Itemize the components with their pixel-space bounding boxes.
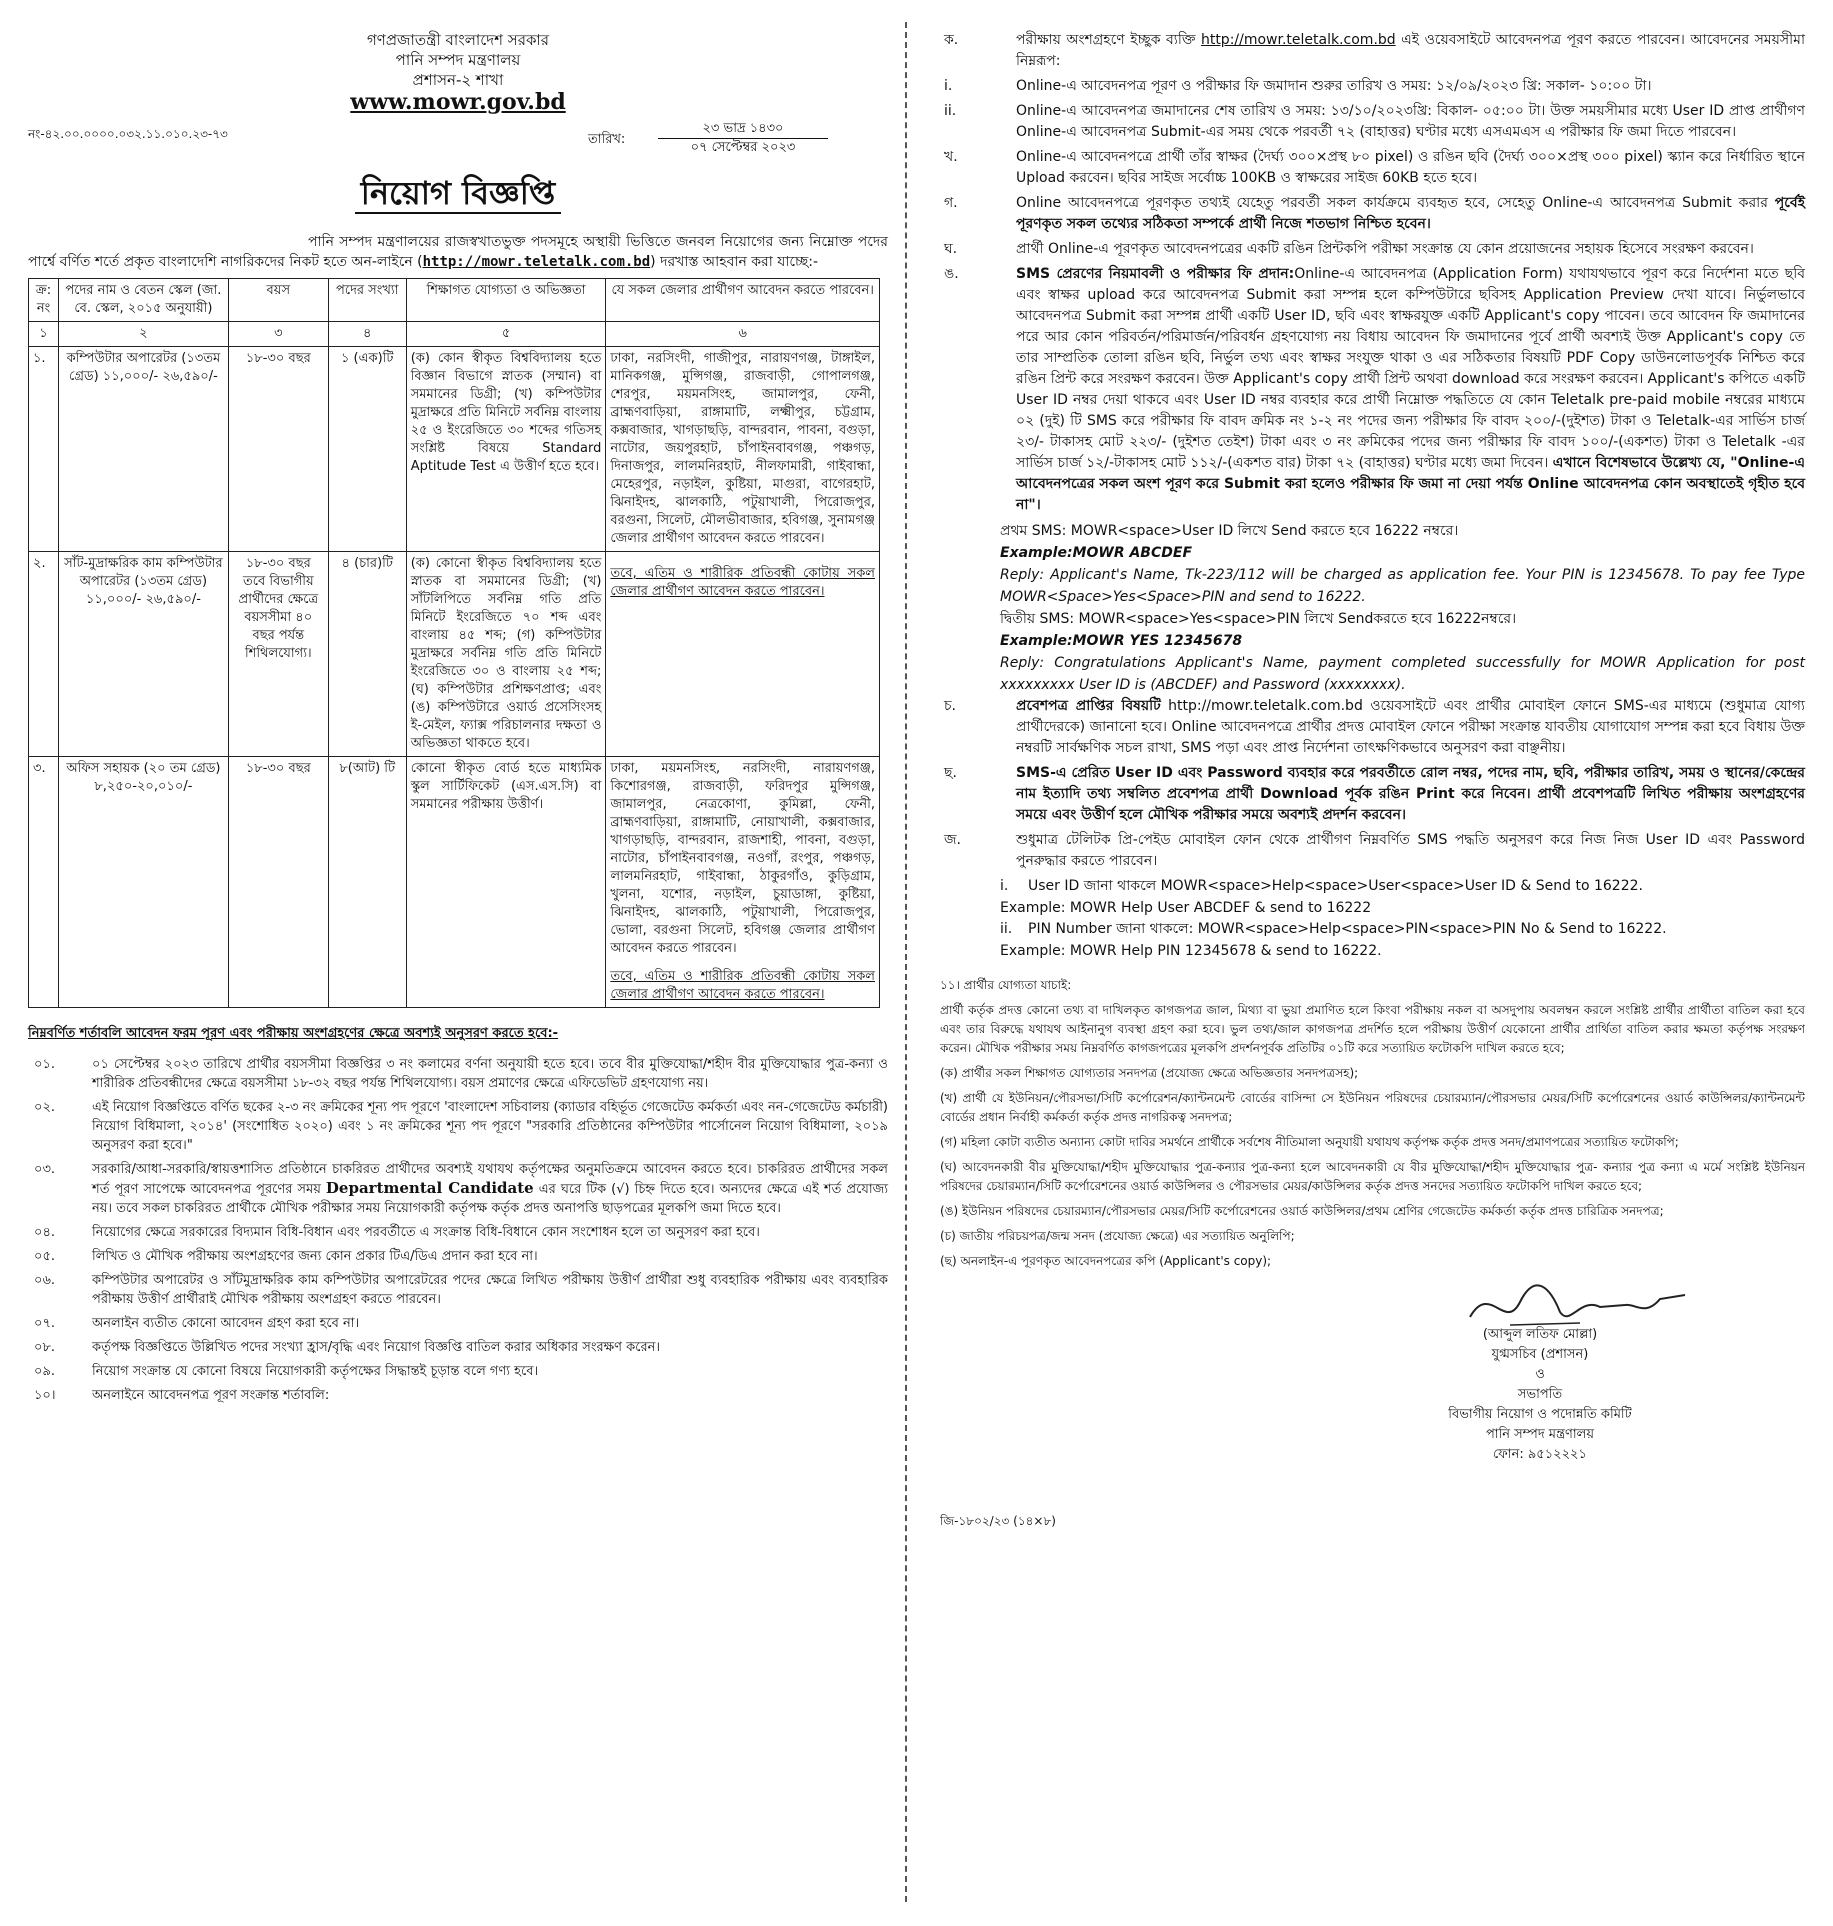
teletalk-link[interactable]: http://mowr.teletalk.com.bd <box>1200 32 1396 48</box>
age-cell: ১৮-৩০ বছর <box>228 347 328 552</box>
column-divider <box>905 22 907 1902</box>
signatory-role: সভাপতি <box>1517 1387 1563 1402</box>
condition-item: ০৪. নিয়োগের ক্ষেত্রে সরকারের বিদ্যমান বিধি-বিধান এবং পরবর্তীতে এ সংক্রান্ত বিধি-বিধানে কোন সংশোধন হলে তা অনুসরণ করা হবে। <box>34 1225 760 1240</box>
ministry-line: পানি সম্পদ মন্ত্রণালয় <box>395 51 521 69</box>
sms-example-1: Example:MOWR ABCDEF <box>1000 545 1193 561</box>
serial-cell: ১. <box>29 347 59 552</box>
signatory-phone: ফোন: ৯৫১২২২১ <box>1493 1447 1587 1462</box>
signatory-details <box>1360 1325 1720 1465</box>
count-cell: ৮(আট) টি <box>328 757 406 1008</box>
section-11-paragraph: প্রার্থী কর্তৃক প্রদত্ত কোনো তথ্য বা দাখিলকৃত কাগজপত্র জাল, মিথ্যা বা ভুয়া প্রমাণিত হলে কিংবা পরীক্ষায় নকল বা অসদুপায় অবলম্বন করলে সংশ্লিষ্ট প্রার্থীর প্রার্থীতা বাতিল করা হবে এবং তার বিরুদ্ধে যথাযথ আইনানুগ ব্যবস্থা গ্রহণ করা হবে। ভুল তথ্য/জাল কাগজপত্র প্রদর্শিত হলে পরীক্ষায় উত্তীর্ণ যেকোনো প্রার্থীর প্রার্থিতা বাতিল করার ক্ষমতা কর্তৃপক্ষ সংরক্ষণ করেন। মৌখিক পরীক্ষার সময় নিম্নবর্ণিত কাগজপত্রের মূলকপি প্রদর্শনপূর্বক প্রতিটির ০১টি করে সত্যায়িত ফটোকপি দাখিল করতে হবে; <box>940 1003 1805 1055</box>
instruction-cha: চ. প্রবেশপত্র প্রাপ্তির বিষয়টি http://mowr.teletalk.com.bd ওয়েবসাইটে এবং প্রার্থীর মোবাইল ফোনে SMS-এর মাধ্যমে (শুধুমাত্র যোগ্য প্রার্থীদেরকে) জানানো হবে। Online আবেদনপত্রে প্রার্থীর প্রদত্ত মোবাইল ফোনে পরীক্ষা সংক্রান্ত যাবতীয় যোগাযোগ সম্পন্ন করা হবে বিধায় উক্ত নম্বরটি সার্বক্ষণিক সচল রাখা, SMS পড়া এবং প্রাপ্ত নির্দেশনা তাৎক্ষণিকভাবে অনুসরণ করা বাঞ্ছনীয়। <box>944 698 1805 756</box>
column-number: ৪ <box>328 322 406 347</box>
print-code: জি-১৮০২/২৩ (১৪×৮) <box>940 1514 1056 1528</box>
column-number: ২ <box>58 322 228 347</box>
instruction-ka: ক. পরীক্ষায় অংশগ্রহণে ইচ্ছুক ব্যক্তি http://mowr.teletalk.com.bd এই ওয়েবসাইটে আবেদনপত্র পূরণ করতে পারবেন। আবেদনের সময়সীমা নিম্নরূপ: <box>944 32 1806 69</box>
sms-first: প্রথম SMS: MOWR<space>User ID লিখে Send করতে হবে 16222 নম্বরে। <box>1000 523 1459 539</box>
document-item: (ছ) অনলাইন-এ পূরণকৃত আবেদনপত্রের কপি (Applicant's copy); <box>940 1254 1272 1268</box>
date-english: ০৭ সেপ্টেম্বর ২০২৩ <box>690 140 796 155</box>
sms-example-2: Example:MOWR YES 12345678 <box>1000 633 1243 649</box>
recovery-example-2: Example: MOWR Help PIN 12345678 & send to 16222. <box>1000 943 1382 959</box>
table-row <box>29 552 880 757</box>
condition-item: ০৭. অনলাইন ব্যতীত কোনো আবেদন গ্রহণ করা হবে না। <box>34 1316 360 1331</box>
right-column <box>940 30 1805 1537</box>
instruction-i: i. Online-এ আবেদনপত্র পূরণ ও পরীক্ষার ফি জমাদান শুরুর তারিখ ও সময়: ১২/০৯/২০২৩ খ্রি: সকাল- ১০:০০ টা। <box>944 78 1652 94</box>
recovery-example-1: Example: MOWR Help User ABCDEF & send to 16222 <box>1000 900 1372 916</box>
recovery-pin: ii. PIN Number জানা থাকলে: MOWR<space>Help<space>PIN<space>PIN No & Send to 16222. <box>1000 921 1667 937</box>
document-item: (ঙ) ইউনিয়ন পরিষদের চেয়ারম্যান/পৌরসভার মেয়র/সিটি কর্পোরেশনের ওয়ার্ড কাউন্সিলর/প্রথম শ্রেণির গেজেটেড কর্মকর্তা কর্তৃক প্রদত্ত চারিত্রিক সনদপত্র; <box>940 1204 1664 1218</box>
post-cell: অফিস সহায়ক (২০ তম গ্রেড) ৮,২৫০-২০,০১০/- <box>58 757 228 1008</box>
header-cell: যে সকল জেলার প্রার্থীগণ আবেদন করতে পারবেন। <box>606 279 880 322</box>
table-header-row <box>29 279 880 322</box>
post-cell: কম্পিউটার অপারেটর (১৩তম গ্রেড) ১১,০০০/- ২৬,৫৯০/- <box>58 347 228 552</box>
letterhead <box>28 30 888 115</box>
header-cell: শিক্ষাগত যোগ্যতা ও অভিজ্ঞতা <box>406 279 606 322</box>
serial-cell: ২. <box>29 552 59 757</box>
departmental-candidate-term: Departmental Candidate <box>325 1179 534 1197</box>
qualification-cell: কোনো স্বীকৃত বোর্ড হতে মাধ্যমিক স্কুল সার্টিফিকেট (এস.এস.সি) বা সমমানের পরীক্ষায় উত্তীর্ণ। <box>406 757 606 1008</box>
serial-cell: ৩. <box>29 757 59 1008</box>
signatory-name: (আব্দুল লতিফ মোল্লা) <box>1482 1327 1598 1342</box>
govt-line: গণপ্রজাতন্ত্রী বাংলাদেশ সরকার <box>366 31 550 49</box>
condition-item: ০৬. কম্পিউটার অপারেটর ও সাঁটমুদ্রাক্ষরিক কাম কম্পিউটার অপারেটরের পদের ক্ষেত্রে লিখিত পরীক্ষায় উত্তীর্ণ প্রার্থীরা শুধু ব্যবহারিক পরীক্ষায় এবং ব্যবহারিক পরীক্ষায় উত্তীর্ণ প্রার্থীরাই মৌখিক পরীক্ষায় অংশগ্রহণ করতে পারবেন। <box>34 1273 888 1307</box>
signatory-designation: যুগ্মসচিব (প্রশাসন) <box>1491 1347 1589 1362</box>
districts-text: ঢাকা, ময়মনসিংহ, নরসিংদী, নারায়ণগঞ্জ, কিশোরগঞ্জ, রাজবাড়ী, ফরিদপুর মুন্সিগঞ্জ, জামালপুর, নেত্রকোণা, কুমিল্লা, ফেনী, ব্রাহ্মণবাড়িয়া, রাঙ্গামাটি, নোয়াখালী, কক্সবাজার, খাগড়াছড়ি, বান্দরবান, রাজশাহী, পাবনা, বগুড়া, নাটোর, চাঁপাইনবাবগঞ্জ, নওগাঁ, রংপুর, পঞ্চগড়, লালমনিরহাট, গাইবান্ধা, ঠাকুরগাঁও, কুড়িগ্রাম, খুলনা, যশোর, নড়াইল, চুয়াডাঙ্গা, কুষ্টিয়া, ঝিনাইদহ, ঝালকাঠি, পটুয়াখালী, পিরোজপুর, ভোলা, বরগুনা সিলেট, হবিগঞ্জ জেলার প্রার্থীগণ আবেদন করতে পারবেন। <box>610 761 875 956</box>
qualification-cell: (ক) কোনো স্বীকৃত বিশ্ববিদ্যালয় হতে স্নাতক বা সমমানের ডিগ্রী; (খ) সাঁটলিপিতে সর্বনিম্ন গতি প্রতি মিনিটে ইংরেজিতে ৭০ শব্দ এবং বাংলায় ৪৫ শব্দ; (গ) কম্পিউটার মুদ্রাক্ষরে সর্বনিম্ন গতি প্রতি মিনিটে ইংরেজিতে ৩০ ও বাংলায় ২৫ শব্দ; (ঘ) কম্পিউটার প্রশিক্ষণপ্রাপ্ত; এবং (ঙ) কম্পিউটারে ওয়ার্ড প্রসেসিংসহ ই-মেইল, ফ্যাক্স পরিচালনার দক্ষতা ও অভিজ্ঞতা থাকতে হবে। <box>406 552 606 757</box>
instruction-ga: গ. Online আবেদনপত্রে পূরণকৃত তথ্যই যেহেতু পরবর্তী সকল কার্যক্রমে ব্যবহৃত হবে, সেহেতু Online-এ আবেদনপত্র Submit করার পূর্বেই পূরণকৃত সকল তথ্যের সঠিকতা সম্পর্কে প্রার্থী নিজে শতভাগ নিশ্চিত হবেন। <box>944 195 1805 232</box>
column-number: ৬ <box>606 322 880 347</box>
signature-block <box>940 1277 1805 1537</box>
signatory-ministry: পানি সম্পদ মন্ত্রণালয় <box>1485 1427 1595 1442</box>
document-item: (খ) প্রার্থী যে ইউনিয়ন/পৌরসভা/সিটি কর্পোরেশন/ক্যান্টনমেন্ট বোর্ডের বাসিন্দা সে ইউনিয়ন পরিষদের চেয়ারম্যান/পৌরসভার মেয়র/সিটি কর্পোরেশনের ওয়ার্ড কাউন্সিলর/ক্যান্টনমেন্ট বোর্ডের প্রধান নির্বাহী কর্মকর্তা কর্তৃক প্রদত্ত নাগরিকত্ব সনদপত্র; <box>940 1091 1805 1124</box>
document-item: (গ) মহিলা কোটা ব্যতীত অন্যান্য কোটা দাবির সমর্থনে প্রার্থীকে সর্বশেষ নীতিমালা অনুযায়ী যথাযথ কর্তৃপক্ষ কর্তৃক প্রদত্ত সনদ/প্রমাণপত্রের সত্যায়িত ফটোকপি; <box>940 1135 1679 1149</box>
apply-url-link[interactable]: http://mowr.teletalk.com.bd <box>422 254 651 270</box>
condition-item: ১০। অনলাইনে আবেদনপত্র পূরণ সংক্রান্ত শর্তাবলি: <box>34 1388 330 1403</box>
section-11-heading: ১১। প্রার্থীর যোগ্যতা যাচাই: <box>940 978 1072 992</box>
condition-item: ০১. ০১ সেপ্টেম্বর ২০২৩ তারিখে প্রার্থীর বয়সসীমা বিজ্ঞপ্তির ৩ নং কলামের বর্ণনা অনুযায়ী হতে হবে। তবে বীর মুক্তিযোদ্ধা/শহীদ বীর মুক্তিযোদ্ধার পুত্র-কন্যা ও শারীরিক প্রতিবন্ধীদের ক্ষেত্রে বয়সসীমা ১৮-৩২ বছর পর্যন্ত শিথিলযোগ্য। বয়স প্রমাণের ক্ষেত্রে এফিডেভিট গ্রহণযোগ্য নয়। <box>34 1057 888 1091</box>
condition-item: ০৯. নিয়োগ সংক্রান্ত যে কোনো বিষয়ে নিয়োগকারী কর্তৃপক্ষের সিদ্ধান্তই চূড়ান্ত বলে গণ্য হবে। <box>34 1364 539 1379</box>
column-number: ৫ <box>406 322 606 347</box>
date-label: তারিখ: <box>588 132 626 147</box>
memo-number: নং-৪২.০০.০০০০.০৩২.১১.০১০.২৩-৭৩ <box>28 127 228 141</box>
notice-title: নিয়োগ বিজ্ঞপ্তি <box>28 168 888 222</box>
condition-item: ০৮. কর্তৃপক্ষ বিজ্ঞপ্তিতে উল্লিখিত পদের সংখ্যা হ্রাস/বৃদ্ধি এবং নিয়োগ বিজ্ঞপ্তি বাতিল করার অধিকার সংরক্ষণ করেন। <box>34 1340 661 1355</box>
count-cell: ১ (এক)টি <box>328 347 406 552</box>
districts-cell <box>606 552 880 757</box>
signatory-and: ও <box>1535 1367 1545 1382</box>
districts-cell <box>606 347 880 552</box>
date-block <box>658 120 828 157</box>
sms-reply-1: Reply: Applicant's Name, Tk-223/112 will be charged as application fee. Your PIN is 12345678. To pay fee Type MOWR<Space>Yes<Space>PIN and send to 16222. <box>1000 567 1805 605</box>
date-bangla: ২৩ ভাদ্র ১৪৩০ <box>658 120 828 139</box>
post-cell: সাঁট-মুদ্রাক্ষরিক কাম কম্পিউটার অপারেটর (১৩তম গ্রেড) ১১,০০০/- ২৬,৫৯০/- <box>58 552 228 757</box>
quota-note: তবে, এতিম ও শারীরিক প্রতিবন্ধী কোটায় সকল জেলার প্রার্থীগণ আবেদন করতে পারবেন। <box>610 969 875 1002</box>
instruction-chha: ছ. SMS-এ প্রেরিত User ID এবং Password ব্যবহার করে পরবর্তীতে রোল নম্বর, পদের নাম, ছবি, পরীক্ষার তারিখ, সময় ও স্থানের/কেন্দ্রের নাম ইত্যাদি তথ্য সম্বলিত প্রবেশপত্র প্রার্থী Download পূর্বক রঙিন Print করে নিবেন। প্রার্থী প্রবেশপত্রটি লিখিত পরীক্ষায় অংশগ্রহণের সময়ে এবং উত্তীর্ণ হলে মৌখিক পরীক্ষার সময়ে অবশ্যই প্রদর্শন করবেন। <box>944 765 1805 823</box>
condition-item: ০৩. সরকারি/আধা-সরকারি/স্বায়ত্তশাসিত প্রতিষ্ঠানে চাকরিরত প্রার্থীদের অবশ্যই যথাযথ কর্তৃপক্ষের অনুমতিক্রমে আবেদন করতে হবে। চাকরিরত প্রার্থীদের সকল শর্ত পূরণ সাপেক্ষে আবেদনপত্র পূরণের সময় Departmental Candidate এর ঘরে টিক (√) চিহ্ন দিতে হবে। অন্যদের ক্ষেত্রে এই শর্ত প্রযোজ্য নয়। তবে সকল চাকরিরত প্রার্থীকে মৌখিক পরীক্ষার সময় নিয়োগকারী কর্তৃপক্ষ কর্তৃক প্রদত্ত অনাপত্তি ছাড়পত্রের মূলকপি জমা দিতে হবে। <box>34 1162 888 1216</box>
header-cell: পদের নাম ও বেতন স্কেল (জা. বে. স্কেল, ২০১৫ অনুযায়ী) <box>58 279 228 322</box>
document-item: (চ) জাতীয় পরিচয়পত্র/জন্ম সনদ (প্রযোজ্য ক্ষেত্রে) এর সত্যায়িত অনুলিপি; <box>940 1229 1295 1243</box>
header-cell: পদের সংখ্যা <box>328 279 406 322</box>
condition-item: ০৫. লিখিত ও মৌখিক পরীক্ষায় অংশগ্রহণের জন্য কোন প্রকার টিএ/ডিএ প্রদান করা হবে না। <box>34 1249 538 1264</box>
count-cell: ৪ (চার)টি <box>328 552 406 757</box>
condition-item: ০২. এই নিয়োগ বিজ্ঞপ্তিতে বর্ণিত ছকের ২-৩ নং ক্রমিকের শূন্য পদ পূরণে 'বাংলাদেশ সচিবালয় (ক্যাডার বহির্ভূত গেজেটেড কর্মকর্তা এবং নন-গেজেটেড কর্মচারী) নিয়োগ বিধিমালা, ২০১৪' (সংশোধিত ২০২০) এবং ১ নং ক্রমিকের শূন্য পদ পূরণে "সরকারি প্রতিষ্ঠানের কম্পিউটার পার্সোনেল নিয়োগ বিধিমালা, ২০১৯ অনুসরণ করা হবে।" <box>34 1100 888 1153</box>
age-cell: ১৮-৩০ বছর তবে বিভাগীয় প্রার্থীদের ক্ষেত্রে বয়সসীমা ৪০ বছর পর্যন্ত শিথিলযোগ্য। <box>228 552 328 757</box>
sms-reply-2: Reply: Congratulations Applicant's Name, payment completed successfully for MOWR Application for post xxxxxxxxx User ID is (ABCDEF) and Password (xxxxxxxx). <box>1000 655 1805 693</box>
recovery-user-id: i. User ID জানা থাকলে MOWR<space>Help<space>User<space>User ID & Send to 16222. <box>1000 878 1643 894</box>
header-cell: বয়স <box>228 279 328 322</box>
qualification-cell: (ক) কোন স্বীকৃত বিশ্ববিদ্যালয় হতে বিজ্ঞান বিভাগে স্নাতক (সম্মান) বা সমমানের ডিগ্রী; (খ) কম্পিউটার মুদ্রাক্ষরে প্রতি মিনিটে সর্বনিম্ন বাংলায় ২৫ ও ইংরেজিতে ৩০ শব্দের গতিসহ সংশ্লিষ্ট বিষয়ে Standard Aptitude Test এ উত্তীর্ণ হতে হবে। <box>406 347 606 552</box>
intro-paragraph: পানি সম্পদ মন্ত্রণালয়ের রাজস্বখাতভুক্ত পদসমূহে অস্থায়ী ভিত্তিতে জনবল নিয়োগের জন্য নিম্নোক্ত পদের পার্শ্বে বর্ণিত শর্তে প্রকৃত বাংলাদেশি নাগরিকদের নিকট হতে অন-লাইনে (http://mowr.teletalk.com.bd) দরখাস্ত আহবান করা যাচ্ছে:- <box>28 234 888 270</box>
instruction-kha: খ. Online-এ আবেদনপত্রে প্রার্থী তাঁর স্বাক্ষর (দৈর্ঘ্য ৩০০×প্রস্থ ৮০ pixel) ও রঙিন ছবি (দৈর্ঘ্য ৩০০×প্রস্থ ৩০০ pixel) স্ক্যান করে নির্ধারিত স্থানে Upload করবেন। ছবির সাইজ সর্বোচ্চ 100KB ও স্বাক্ষরের সাইজ 60KB হতে হবে। <box>944 149 1805 186</box>
memo-row <box>28 120 888 164</box>
document-item: (ক) প্রার্থীর সকল শিক্ষাগত যোগ্যতার সনদপত্র (প্রযোজ্য ক্ষেত্রে অভিজ্ঞতার সনদপত্রসহ); <box>940 1066 1359 1080</box>
column-number-row <box>29 322 880 347</box>
quota-note: তবে, এতিম ও শারীরিক প্রতিবন্ধী কোটায় সকল জেলার প্রার্থীগণ আবেদন করতে পারবেন। <box>610 566 875 599</box>
instruction-ii: ii. Online-এ আবেদনপত্র জমাদানের শেষ তারিখ ও সময়: ১৩/১০/২০২৩খ্রি: বিকাল- ০৫:০০ টা। উক্ত সময়সীমার মধ্যে User ID প্রাপ্ত প্রার্থীগণ Online-এ আবেদনপত্র Submit-এর সময় থেকে পরবর্তী ৭২ (বাহাত্তর) ঘণ্টার মধ্যে এসএমএস এ পরীক্ষার ফি জমা দিতে পারবেন। <box>944 103 1805 140</box>
instruction-ja: জ. শুধুমাত্র টেলিটক প্রি-পেইড মোবাইল ফোন থেকে প্রার্থীগণ নিম্নবর্ণিত SMS পদ্ধতি অনুসরণ করে নিজ নিজ User ID এবং Password পুনরুদ্ধার করতে পারবেন। <box>944 832 1805 869</box>
document-item: (ঘ) আবেদনকারী বীর মুক্তিযোদ্ধা/শহীদ মুক্তিযোদ্ধার পুত্র-কন্যার পুত্র-কন্যা হলে আবেদনকারী যে বীর মুক্তিযোদ্ধা/শহীদ মুক্তিযোদ্ধার পুত্র- কন্যার পুত্র কন্যা এ মর্মে সংশ্লিষ্ট ইউনিয়ন পরিষদের চেয়ারম্যান/সিটি কর্পোরেশনের ওয়ার্ড কাউন্সিলর ও পৌরসভার মেয়র/কাউন্সিলর কর্তৃক প্রদত্ত সনদের সত্যায়িত ফটোকপি দাখিল করতে হবে; <box>940 1160 1805 1193</box>
signatory-committee: বিভাগীয় নিয়োগ ও পদোন্নতি কমিটি <box>1448 1407 1632 1422</box>
instruction-uma: ঙ. SMS প্রেরণের নিয়মাবলী ও পরীক্ষার ফি প্রদান:Online-এ আবেদনপত্র (Application Form) যথাযথভাবে পূরণ করে নির্দেশনা মতে ছবি এবং স্বাক্ষর upload করে আবেদনপত্র Submit করা সম্পন্ন হলে কম্পিউটারে ছবিসহ Application Preview দেখা যাবে। নির্ভুলভাবে আবেদনপত্র Submit করা সম্পন্ন প্রার্থী একটি User ID, ছবি এবং স্বাক্ষরযুক্ত একটি Applicant's copy পাবেন। তবে আবেদন ফি জমাদানের পরে আর কোন পরিবর্তন/পরিমার্জন/পরিবর্ধন গ্রহণযোগ্য নয় বিধায় আবেদন ফি জমাদানের পূর্বে প্রার্থী অবশ্যই উক্ত Applicant's copy তে তার সাম্প্রতিক তোলা রঙিন ছবি, নির্ভুল তথ্য এবং স্বাক্ষর সংযুক্ত থাকা ও এর সঠিকতার বিষয়টি PDF Copy ডাউনলোডপূর্বক নিশ্চিত করে রঙিন প্রিন্ট করে সংরক্ষণ করবেন। উক্ত Applicant's copy প্রার্থী প্রিন্ট অথবা download করে সংরক্ষণ করবেন। Applicant's কপিতে একটি User ID নম্বর দেয়া থাকবে এবং User ID নম্বর ব্যবহার করে প্রার্থী নিম্নোক্ত পদ্ধতিতে যে কোন Teletalk pre-paid mobile নম্বরের মাধ্যমে ০২ (দুই) টি SMS করে পরীক্ষার ফি বাবদ ক্রমিক নং ১-২ নং পদের জন্য পরীক্ষার ফি বাবদ ২০০/-(দুইশত) টাকা ও Teletalk-এর সার্ভিস চার্জ ২৩/- টাকাসহ মোট ২২৩/- (দুইশত তেইশ) টাকা এবং ৩ নং ক্রমিকের পদের জন্য পরীক্ষার ফি বাবদ ১০০/-(একশত) টাকা ও Teletalk -এর সার্ভিস চার্জ ১২/-টাকাসহ মোট ১১২/-(একশত বার) টাকা ৭২ (বাহাত্তর) ঘণ্টার মধ্যে জমা দিবেন। এখানে বিশেষভাবে উল্লেখ্য যে, "Online-এ আবেদনপত্রের সকল অংশ পূরণ করে Submit করা হলেও পরীক্ষার ফি জমা না দেয়া পর্যন্ত Online আবেদনপত্র কোন অবস্থাতেই গৃহীত হবে না"। <box>944 266 1806 513</box>
branch-line: প্রশাসন-২ শাখা <box>412 71 504 89</box>
age-cell: ১৮-৩০ বছর <box>228 757 328 1008</box>
column-number: ৩ <box>228 322 328 347</box>
website-link[interactable]: www.mowr.gov.bd <box>350 89 566 115</box>
districts-cell <box>606 757 880 1008</box>
conditions-heading: নিম্নবর্ণিত শর্তাবলি আবেদন ফরম পূরণ এবং পরীক্ষায় অংশগ্রহণের ক্ষেত্রে অবশ্যই অনুসরণ করতে হবে:- <box>28 1026 559 1041</box>
table-row <box>29 347 880 552</box>
column-number: ১ <box>29 322 59 347</box>
instruction-gha: ঘ. প্রার্থী Online-এ পূরণকৃত আবেদনপত্রের একটি রঙিন প্রিন্টকপি পরীক্ষা সংক্রান্ত যে কোন প্রয়োজনের সহায়ক হিসেবে সংরক্ষণ করবেন। <box>944 241 1754 257</box>
header-cell: ক্র: নং <box>29 279 59 322</box>
sms-second: দ্বিতীয় SMS: MOWR<space>Yes<space>PIN লিখে Sendকরতে হবে 16222নম্বরে। <box>1000 611 1517 627</box>
table-row <box>29 757 880 1008</box>
section-11 <box>940 976 1805 1271</box>
left-column <box>28 30 888 1410</box>
districts-text: ঢাকা, নরসিংদী, গাজীপুর, নারায়ণগঞ্জ, টাঙ্গাইল, মানিকগঞ্জ, মুন্সিগঞ্জ, রাজবাড়ী, গোপালগঞ্জ, শেরপুর, ময়মনসিংহ, জামালপুর, ফেনী, ব্রাহ্মণবাড়িয়া, রাঙ্গামাটি, লক্ষ্মীপুর, চট্টগ্রাম, কক্সবাজার, খাগড়াছড়ি, বান্দরবান, পাবনা, বগুড়া, নাটোর, জয়পুরহাট, চাঁপাইনবাবগঞ্জ, পঞ্চগড়, দিনাজপুর, লালমনিরহাট, নীলফামারী, গাইবান্ধা, মেহেরপুর, নড়াইল, কুষ্টিয়া, মাগুরা, বাগেরহাট, ঝিনাইদহ, ঝালকাঠি, পটুয়াখালী, পিরোজপুর, বরগুনা, সিলেট, মৌলভীবাজার, হবিগঞ্জ, সুনামগঞ্জ জেলার প্রার্থীগণ আবেদন করতে পারবেন। <box>610 351 875 546</box>
posts-table <box>28 278 880 1008</box>
